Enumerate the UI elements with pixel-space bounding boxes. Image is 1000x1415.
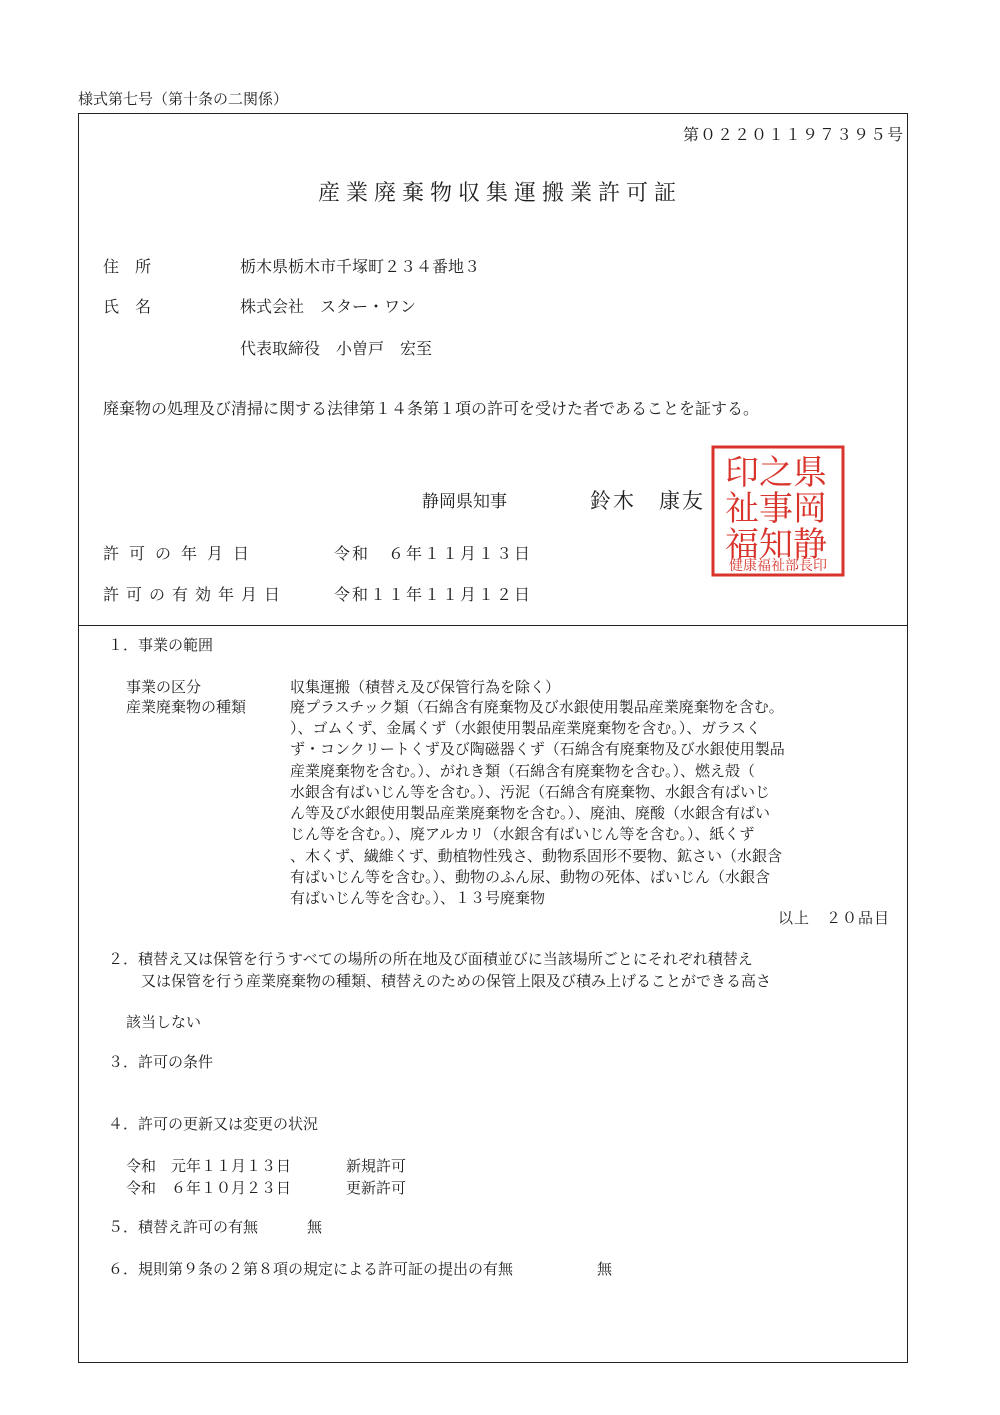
section2-heading-cont: 又は保管を行う産業廃棄物の種類、積替えのための保管上限及び積み上げることができる高さ [141, 972, 772, 990]
waste-types-line: 産業廃棄物を含む。）、がれき類（石綿含有廃棄物を含む。）、燃え殻（ [290, 762, 756, 780]
address-value: 栃木県栃木市千塚町２３４番地３ [240, 257, 481, 276]
waste-types-line: 有ばいじん等を含む。）、１３号廃棄物 [290, 889, 546, 907]
seal-glyph: 之 [759, 453, 793, 493]
seal-glyph: 知 [759, 525, 793, 565]
seal-glyph: 静 [793, 525, 827, 565]
seal-glyph: 県 [793, 453, 827, 493]
certificate-frame [78, 113, 908, 1363]
permit-number: 第０２２０１１９７３９５号 [682, 125, 904, 144]
waste-types-line: 、木くず、繊維くず、動植物性残さ、動物系固形不要物、鉱さい（水銀含 [290, 847, 783, 865]
section4-heading: ４．許可の更新又は変更の状況 [108, 1115, 319, 1133]
document-title: 産業廃棄物収集運搬業許可証 [317, 181, 682, 206]
section2-value: 該当しない [126, 1013, 202, 1031]
waste-types-line: じん等を含む。）、廃アルカリ（水銀含有ばいじん等を含む。）、紙くず [290, 825, 755, 843]
section6-heading: ６．規則第９条の２第８項の規定による許可証の提出の有無 [108, 1260, 514, 1278]
waste-types-line: ず・コンクリートくず及び陶磁器くず（石綿含有廃棄物及び水銀使用製品 [290, 740, 785, 758]
section5-value: 無 [307, 1218, 323, 1236]
official-seal [710, 444, 846, 578]
representative-name: 代表取締役 小曽戸 宏至 [240, 339, 433, 358]
section1-heading: １．事業の範囲 [108, 636, 214, 654]
section2-heading: ２．積替え又は保管を行うすべての場所の所在地及び面積並びに当該場所ごとにそれぞれ積替え [108, 950, 753, 968]
history-date: 令和 ６年１０月２３日 [126, 1179, 292, 1197]
section-divider [78, 625, 908, 626]
waste-types-line: ん等及び水銀使用製品産業廃棄物を含む。）、廃油、廃酸（水銀含有ばい [290, 804, 771, 822]
waste-types-label: 産業廃棄物の種類 [126, 698, 247, 716]
permit-date-value: 令和 ６年１１月１３日 [334, 544, 533, 563]
signatory-name: 鈴木 康友 [590, 489, 705, 513]
seal-bottom-text: 健康福祉部長印 [729, 558, 827, 574]
seal-glyph: 印 [725, 453, 759, 493]
waste-types-line: 水銀含有ばいじん等を含む。）、汚泥（石綿含有廃棄物、水銀含有ばいじ [290, 783, 771, 801]
certification-text: 廃棄物の処理及び清掃に関する法律第１４条第１項の許可を受けた者であることを証する。 [103, 399, 760, 418]
waste-types-line: 有ばいじん等を含む。）、動物のふん尿、動物の死体、ばいじん（水銀含 [290, 868, 771, 886]
name-label: 氏 名 [103, 297, 152, 316]
form-label: 様式第七号（第十条の二関係） [78, 90, 289, 108]
waste-types-line: ）、ゴムくず、金属くず（水銀使用製品産業廃棄物を含む。）、ガラスく [290, 719, 761, 737]
history-status: 更新許可 [346, 1179, 407, 1197]
signatory-title: 静岡県知事 [422, 492, 507, 512]
permit-date-label: 許可の年月日 [103, 544, 260, 563]
expiry-date-value: 令和１１年１１月１２日 [334, 585, 533, 604]
seal-glyph: 福 [725, 525, 759, 565]
seal-glyph: 祉 [725, 489, 759, 529]
seal-glyph: 事 [759, 489, 793, 529]
waste-types-total: 以上 ２０品目 [777, 909, 890, 927]
business-category-value: 収集運搬（積替え及び保管行為を除く） [290, 678, 561, 696]
address-label: 住 所 [103, 257, 152, 276]
business-category-label: 事業の区分 [126, 678, 202, 696]
section6-value: 無 [597, 1260, 613, 1278]
waste-types-line: 廃プラスチック類（石綿含有廃棄物及び水銀使用製品産業廃棄物を含む。 [290, 698, 784, 716]
seal-glyph: 岡 [793, 489, 827, 529]
expiry-date-label: 許可の有効年月日 [103, 585, 288, 604]
section3-heading: ３．許可の条件 [108, 1053, 214, 1071]
history-date: 令和 元年１１月１３日 [126, 1157, 292, 1175]
section5-heading: ５．積替え許可の有無 [108, 1218, 259, 1236]
company-name: 株式会社 スター・ワン [240, 297, 417, 316]
history-status: 新規許可 [346, 1157, 407, 1175]
